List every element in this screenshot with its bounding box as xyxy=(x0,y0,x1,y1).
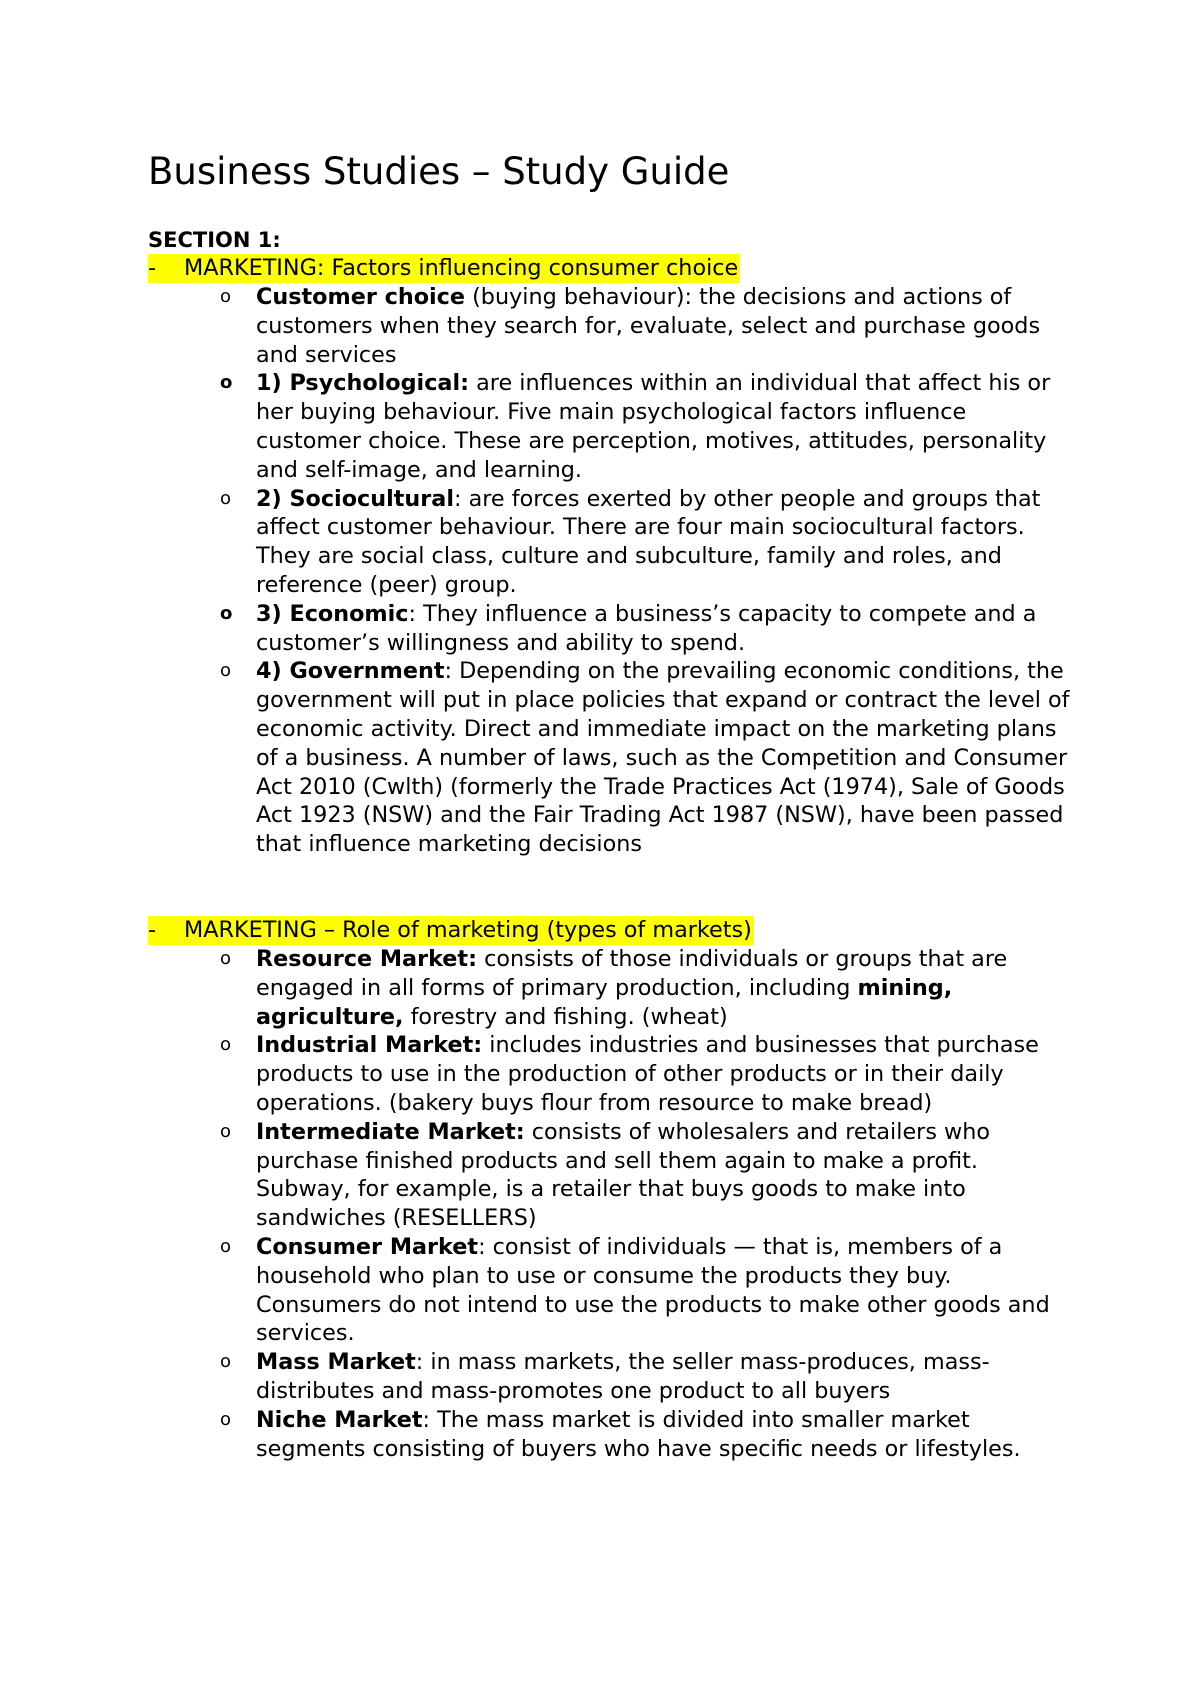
topic-heading xyxy=(148,916,1078,945)
list-item xyxy=(148,485,1078,600)
item-text: consists of those individuals or groups that are engaged in all forms of primary production, including xyxy=(256,946,1008,1001)
item-text: are influences within an individual that affect his or her buying behaviour. Five main psychological factors influence customer choice. These are perception, motives, attitudes, personality and self-image, and learning. xyxy=(256,370,1051,483)
circle-bullet-icon: o xyxy=(220,1034,232,1056)
item-term: Customer choice xyxy=(256,284,465,310)
topic-consumer-choice xyxy=(148,254,1078,859)
list-item xyxy=(148,1233,1078,1348)
item-text: : are forces exerted by other people and groups that affect customer behaviour. There are four main sociocultural factors. They are social class, culture and subculture, family and roles, and reference (peer) group. xyxy=(256,485,1041,598)
list-item xyxy=(148,283,1078,369)
highlighted-heading-text: MARKETING: Factors influencing consumer choice xyxy=(184,255,739,281)
item-text: includes industries and businesses that purchase products to use in the production of other products or in their daily operations. (bakery buys flour from resource to make bread) xyxy=(256,1032,1039,1116)
dash-bullet: - xyxy=(148,916,184,945)
item-text: : The mass market is divided into smaller market segments consisting of buyers who have specific needs or lifestyles. xyxy=(256,1406,1021,1462)
item-text: : Depending on the prevailing economic conditions, the government will put in place policies that expand or contract the level of economic activity. Direct and immediate impact on the marketing plans of a business. A number of laws, such as the Competition and Consumer Act 2010 (Cwlth) (formerly the Trade Practices Act (1974), Sale of Goods Act 1923 (NSW) and the Fair Trading Act 1987 (NSW), have been passed that influence marketing decisions xyxy=(256,658,1070,858)
list-item xyxy=(148,1031,1078,1117)
item-list xyxy=(148,283,1078,859)
item-term: Resource Market: xyxy=(256,946,478,972)
circle-bullet-icon: o xyxy=(220,602,233,624)
dash-bullet: - xyxy=(148,254,184,283)
item-text: : in mass markets, the seller mass-produces, mass-distributes and mass-promotes one product to all buyers xyxy=(256,1349,990,1404)
item-term: 2) Sociocultural xyxy=(256,485,454,512)
item-term: 3) Economic xyxy=(256,600,409,627)
item-list xyxy=(148,945,1078,1463)
list-item xyxy=(148,657,1078,859)
section-heading: SECTION 1: xyxy=(148,228,281,252)
circle-bullet-icon: o xyxy=(220,487,232,509)
circle-bullet-icon: o xyxy=(220,948,232,969)
item-term: 1) Psychological: xyxy=(256,370,470,397)
list-item xyxy=(148,600,1078,658)
circle-bullet-icon: o xyxy=(220,1120,232,1142)
document-title: Business Studies – Study Guide xyxy=(148,150,730,193)
circle-bullet-icon: o xyxy=(220,1235,232,1257)
item-text: : They influence a business’s capacity to compete and a customer’s willingness and ability to spend. xyxy=(256,600,1037,656)
circle-bullet-icon: o xyxy=(220,1351,232,1373)
circle-bullet-icon: o xyxy=(220,660,232,682)
list-item xyxy=(148,1348,1078,1406)
item-term: Intermediate Market: xyxy=(256,1118,525,1145)
circle-bullet-icon: o xyxy=(220,372,233,394)
item-term: Niche Market xyxy=(256,1406,423,1433)
item-text: : consist of individuals — that is, members of a household who plan to use or consume the products they buy. Consumers do not intend to use the products to make other goods and services. xyxy=(256,1233,1050,1347)
list-item xyxy=(148,369,1078,484)
topic-heading xyxy=(148,254,1078,283)
item-text: (buying behaviour): the decisions and actions of customers when they search for, evaluate, select and purchase goods and services xyxy=(256,284,1041,368)
list-item xyxy=(148,1406,1078,1464)
list-item xyxy=(148,945,1078,1031)
circle-bullet-icon: o xyxy=(220,286,232,307)
item-term: 4) Government xyxy=(256,658,445,685)
highlighted-heading-text: MARKETING – Role of marketing (types of markets) xyxy=(184,917,752,943)
item-text: consists of wholesalers and retailers who purchase finished products and sell them again to make a profit. Subway, for example, is a retailer that buys goods to make into sandwiches (RESELLERS) xyxy=(256,1118,991,1232)
topic-types-of-markets xyxy=(148,916,1078,1463)
item-term: Consumer Market xyxy=(256,1233,479,1260)
circle-bullet-icon: o xyxy=(220,1408,232,1430)
item-text-continued: forestry and fishing. (wheat) xyxy=(403,1003,728,1030)
item-term: Industrial Market: xyxy=(256,1032,483,1059)
item-term-inline: mining, agriculture, xyxy=(256,974,953,1030)
list-item xyxy=(148,1118,1078,1233)
item-term: Mass Market xyxy=(256,1349,416,1376)
